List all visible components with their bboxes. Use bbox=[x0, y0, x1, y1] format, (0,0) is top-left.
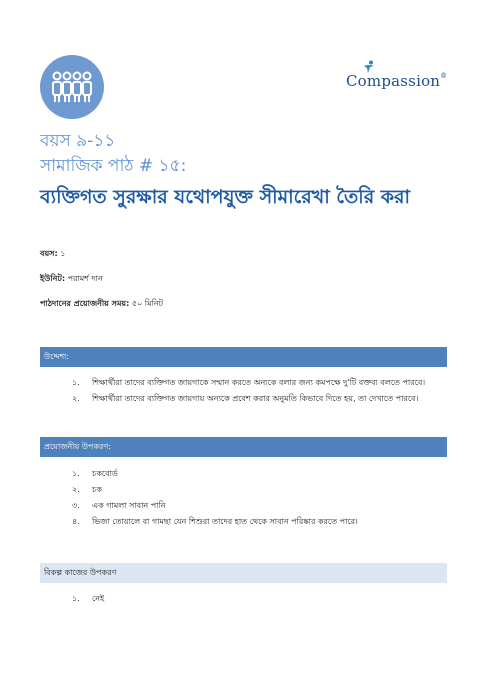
materials-list bbox=[72, 466, 358, 530]
list-item: ২. শিক্ষার্থীরা তাদের ব্যক্তিগত জায়গায় অন্যকে প্রবেশ করার অনুমতি কিভাবে দিতে হয়, তা দেখাতে পারবে। bbox=[72, 394, 419, 403]
meta-unit-label: ইউনিট: bbox=[40, 274, 66, 283]
list-item: ১. শিক্ষার্থীরা তাদের ব্যক্তিগত জায়গাকে সম্মান করতে অন্যকে বলার জন্য কমপক্ষে দু'টি বক্তব্য বলতে পারবে। bbox=[72, 378, 426, 387]
meta-time bbox=[40, 298, 163, 311]
meta-time-value: ৫০ মিনিট bbox=[131, 299, 163, 308]
list-item: ১. চকবোর্ড bbox=[72, 469, 118, 478]
group-of-children-icon bbox=[40, 55, 104, 119]
list-item: ১. নেই bbox=[72, 594, 105, 603]
meta-age-label: বয়স: bbox=[40, 249, 58, 258]
meta-time-label: পাঠদানের প্রয়োজনীয় সময়: bbox=[40, 299, 130, 308]
meta-unit-value: পরামর্শ দান bbox=[67, 274, 103, 283]
list-item: ৩. এক গামলা সাবান পানি bbox=[72, 501, 166, 510]
logo-wordmark: Compassion® bbox=[346, 72, 448, 90]
meta-age-value: ১ bbox=[60, 249, 66, 258]
list-item: ২. চক bbox=[72, 485, 102, 494]
list-item: ৪. ভিজা তোয়ালে বা গামছা যেন শিশুরা তাদের হাত থেকে সাবান পরিষ্কার করতে পারে। bbox=[72, 517, 358, 526]
materials-heading: প্রয়োজনীয় উপকরণ: bbox=[40, 437, 447, 457]
objectives-heading: উদ্দেশ্য: bbox=[40, 347, 447, 367]
meta-age bbox=[40, 248, 65, 261]
compassion-logo bbox=[346, 60, 446, 96]
meta-unit bbox=[40, 273, 103, 286]
alternative-materials-heading: বিকল্প কাজের উপকরণ bbox=[40, 563, 447, 583]
alternative-materials-list bbox=[72, 591, 105, 607]
lesson-number-title: সামাজিক পাঠ # ১৫: bbox=[40, 156, 187, 176]
age-title: বয়স ৯-১১ bbox=[40, 131, 116, 151]
lesson-topic-title: ব্যক্তিগত সুরক্ষার যথোপযুক্ত সীমারেখা তৈরি করা bbox=[40, 186, 411, 208]
objectives-list bbox=[72, 375, 426, 407]
